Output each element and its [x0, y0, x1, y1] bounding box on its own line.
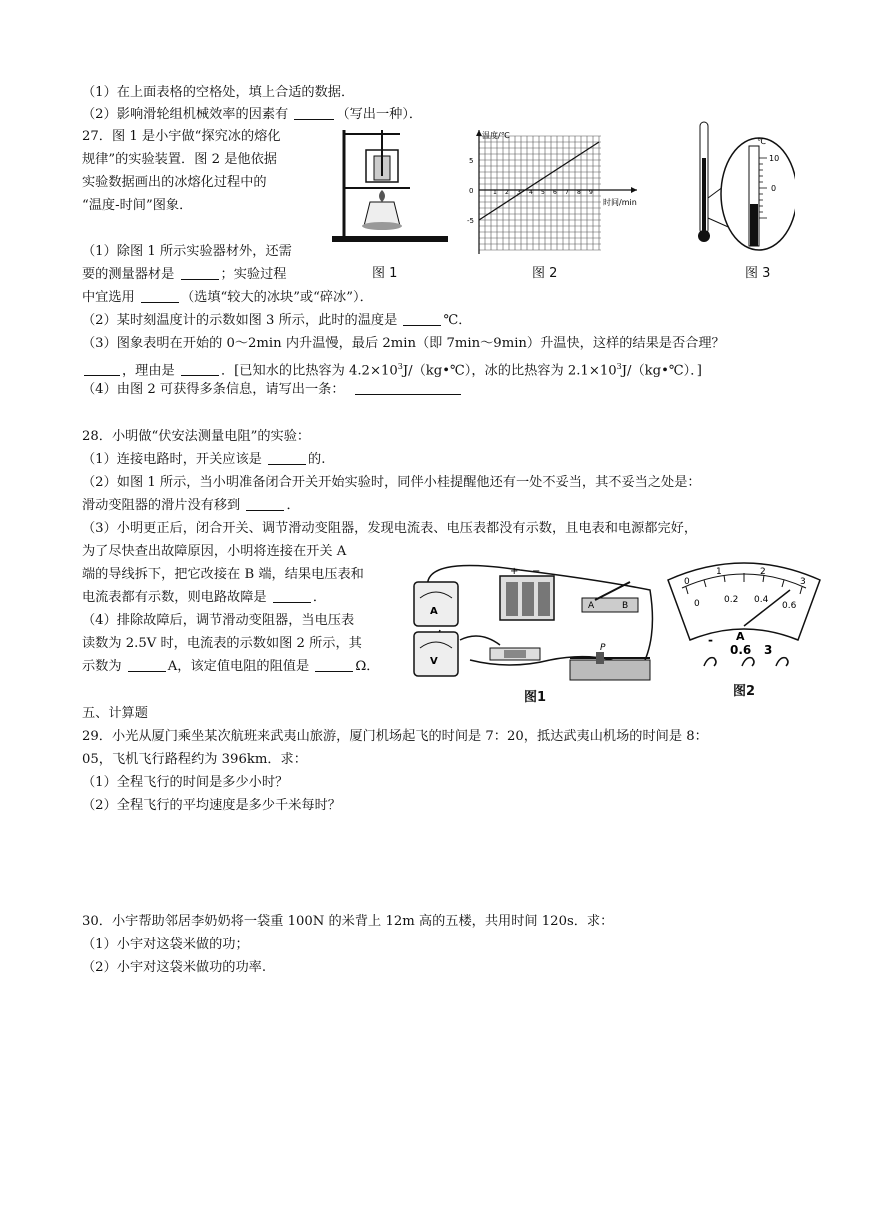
question-27-line11: （4）由图 2 可获得多条信息，请写出一条： [82, 381, 463, 399]
svg-text:3: 3 [517, 189, 521, 196]
svg-text:-: - [708, 633, 713, 647]
svg-text:B: B [622, 601, 629, 611]
svg-text:5: 5 [469, 157, 474, 165]
svg-text:9: 9 [589, 189, 593, 196]
svg-text:℃: ℃ [757, 137, 766, 146]
svg-text:0: 0 [684, 577, 690, 587]
question-27-line10: ，理由是 ．[已知水的比热容为 $4.2\times 10^3J/(kg•℃)$，冰的比热容为 $2.1\times 10^3J/(kg•℃)$．] [82, 358, 702, 380]
svg-text:P: P [600, 643, 606, 653]
question-27-line6: 要的测量器材是 ；实验过程 [82, 267, 287, 282]
question-28-line10: 读数为 2.5V 时，电流表的示数如图 2 所示，其 [82, 636, 362, 651]
svg-text:-5: -5 [467, 217, 474, 225]
question-28-line8: 电流表都有示数，则电路故障是 ． [82, 590, 327, 605]
svg-text:3: 3 [800, 577, 806, 587]
question-28-line5: （3）小明更正后，闭合开关、调节滑动变阻器，发现电流表、电压表都没有示数，且电表和电源都完好， [82, 521, 698, 536]
svg-text:0: 0 [469, 187, 474, 195]
svg-text:温度/℃: 温度/℃ [482, 131, 510, 140]
question-28-line3: （2）如图 1 所示，当小明准备闭合开关开始实验时，同伴小桂提醒他还有一处不妥当，其不妥当之处是： [82, 475, 701, 490]
svg-text:0.6: 0.6 [730, 643, 752, 657]
svg-text:时间/min: 时间/min [603, 198, 637, 207]
question-27-line1: 27．图 1 是小宇做“探究冰的熔化 [82, 129, 281, 144]
svg-text:0: 0 [771, 184, 777, 193]
svg-text:10: 10 [769, 154, 780, 163]
question-27-line2: 规律”的实验装置．图 2 是他依据 [82, 152, 277, 167]
svg-text:+: + [510, 566, 519, 577]
question-28-line9: （4）排除故障后，调节滑动变阻器，当电压表 [82, 613, 355, 628]
svg-text:1: 1 [493, 189, 497, 196]
question-28-line6: 为了尽快查出故障原因，小明将连接在开关 A [82, 544, 347, 559]
ammeter-dial-figure [664, 556, 824, 674]
ice-melting-apparatus-figure [330, 126, 450, 246]
question-29-line3: （1）全程飞行的时间是多少小时？ [82, 775, 289, 790]
question-30-line1: 30．小宇帮助邻居李奶奶将一袋重 100N 的米背上 12m 高的五楼，共用时间 120s．求： [82, 914, 614, 929]
thermometer-figure [695, 118, 795, 258]
circuit-figure-label: 图1 [524, 690, 547, 705]
question-29-line4: （2）全程飞行的平均速度是多少千米每时？ [82, 798, 341, 813]
svg-text:A: A [736, 630, 745, 643]
figure-2-label: 图 2 [532, 266, 558, 281]
svg-text:0.6: 0.6 [782, 601, 797, 611]
svg-text:0: 0 [694, 599, 700, 609]
question-28-line11: 示数为 A，该定值电阻的阻值是 Ω． [82, 659, 380, 674]
circuit-diagram-figure [400, 560, 660, 705]
question-27-line7: 中宜选用 （选填“较大的冰块”或“碎冰”）． [82, 290, 373, 305]
svg-text:5: 5 [541, 189, 545, 196]
question-27-line5: （1）除图 1 所示实验器材外，还需 [82, 244, 292, 259]
question-26-sub1: （1）在上面表格的空格处，填上合适的数据． [82, 85, 355, 100]
svg-text:2: 2 [505, 189, 509, 196]
svg-text:7: 7 [565, 189, 569, 196]
svg-text:A: A [588, 601, 595, 611]
svg-text:0.2: 0.2 [724, 595, 739, 605]
svg-text:8: 8 [577, 189, 581, 196]
svg-text:−: − [532, 566, 541, 577]
ammeter-figure-label: 图2 [733, 684, 756, 699]
svg-text:1: 1 [716, 567, 722, 577]
section-5-heading: 五、计算题 [82, 706, 148, 721]
question-28-line4: 滑动变阻器的滑片没有移到 ． [82, 498, 300, 513]
svg-text:V: V [430, 656, 438, 667]
question-30-line2: （1）小宇对这袋米做的功； [82, 937, 249, 952]
question-27-line4: “温度-时间”图象． [82, 198, 193, 213]
question-28-line7: 端的导线拆下，把它改接在 B 端，结果电压表和 [82, 567, 364, 582]
svg-text:2: 2 [760, 567, 766, 577]
svg-text:4: 4 [529, 189, 533, 196]
svg-text:6: 6 [553, 189, 557, 196]
question-28-line2: （1）连接电路时，开关应该是 的. [82, 452, 326, 467]
question-29-line2: 05，飞机飞行路程约为 396km．求： [82, 752, 307, 767]
question-27-line9: （3）图象表明在开始的 0～2min 内升温慢，最后 2min（即 7min～9min）升温快，这样的结果是否合理？ [82, 336, 725, 351]
figure-3-label: 图 3 [745, 266, 771, 281]
svg-text:0.4: 0.4 [754, 595, 769, 605]
figure-1-label: 图 1 [372, 266, 398, 281]
question-27-line8: （2）某时刻温度计的示数如图 3 所示，此时的温度是 ℃． [82, 313, 472, 328]
svg-text:3: 3 [764, 643, 773, 657]
question-29-line1: 29．小光从厦门乘坐某次航班来武夷山旅游，厦门机场起飞的时间是 7：20，抵达武夷山机场的时间是 8： [82, 729, 708, 744]
svg-text:A: A [430, 606, 438, 617]
question-30-line3: （2）小宇对这袋米做功的功率. [82, 960, 267, 975]
temperature-time-graph [465, 126, 640, 258]
question-27-line3: 实验数据画出的冰熔化过程中的 [82, 175, 267, 190]
question-28-line1: 28．小明做“伏安法测量电阻”的实验： [82, 429, 311, 444]
question-26-sub2: （2）影响滑轮组机械效率的因素有 （写出一种）． [82, 107, 423, 122]
